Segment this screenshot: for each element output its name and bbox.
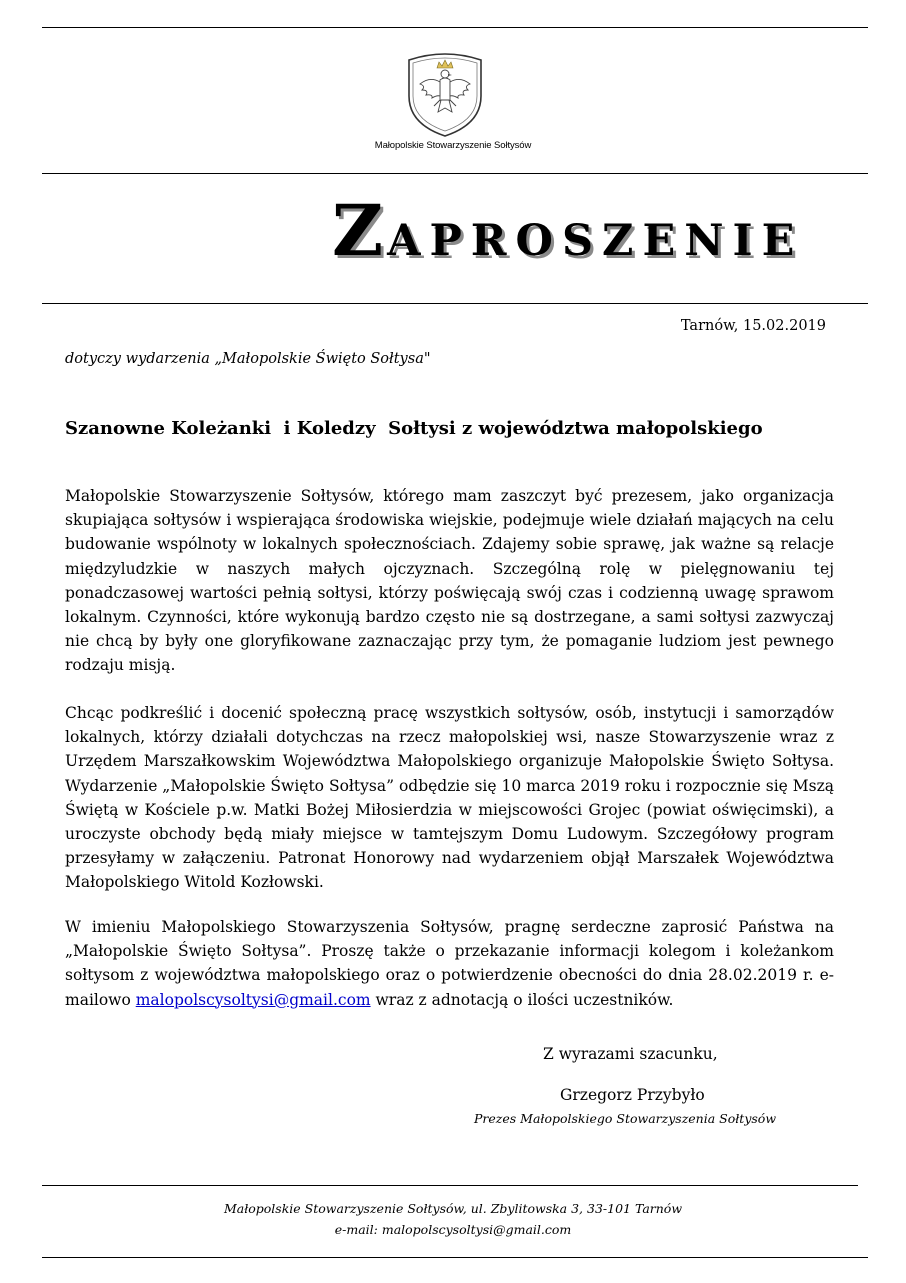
association-logo (402, 50, 488, 138)
bottom-rule (42, 1257, 868, 1258)
title-rest: APROSZENIE (387, 216, 804, 266)
signer-role: Prezes Małopolskiego Stowarzyszenia Sołtysów (474, 1111, 777, 1126)
paragraph-3-text: W imieniu Małopolskiego Stowarzyszenia Sołtysów, pragnę serdeczne zaprosić Państwa na „Małopolskie Święto Sołtysa”. Proszę także o przekazanie informacji kolegom i koleżankom sołtysom z województwa małopolskiego oraz o potwierdzenie obecności do dnia 28.02.2019 r. e-mailowo (65, 918, 834, 1009)
title-rule (42, 303, 868, 304)
logo-caption: Małopolskie Stowarzyszenie Sołtysów (374, 140, 532, 151)
paragraph-2: Chcąc podkreślić i docenić społeczną pracę wszystkich sołtysów, osób, instytucji i samorządów lokalnych, którzy działali dotychczas na rzecz małopolskiej wsi, nasze Stowarzyszenie wraz z Urzędem Marszałkowskim Województwa Małopolskiego organizuje Małopolskie Święto Sołtysa. Wydarzenie „Małopolskie Święto Sołtysa” odbędzie się 10 marca 2019 roku i rozpocznie się Mszą Świętą w Kościele p.w. Matki Bożej Miłosierdzia w miejscowości Grojec (powiat oświęcimski), a uroczyste obchody będą miały miejsce w tamtejszym Domu Ludowym. Szczegółowy program przesyłamy w załączeniu. Patronat Honorowy nad wydarzeniem objął Marszałek Województwa Małopolskiego Witold Kozłowski. (65, 704, 834, 892)
email-link[interactable]: malopolscysoltysi@gmail.com (135, 990, 371, 1009)
header-rule (42, 173, 868, 174)
top-rule (42, 27, 868, 28)
footer-address: Małopolskie Stowarzyszenie Sołtysów, ul. Zbylitowska 3, 33-101 Tarnów (223, 1201, 683, 1216)
document-subject: dotyczy wydarzenia „Małopolskie Święto Sołtysa" (65, 351, 431, 367)
closing: Z wyrazami szacunku, (543, 1045, 718, 1063)
paragraph-3 (65, 915, 834, 1012)
document-date: Tarnów, 15.02.2019 (680, 318, 826, 334)
salutation: Szanowne Koleżanki i Koledzy Sołtysi z województwa małopolskiego (65, 418, 763, 439)
title-initial: Z (332, 189, 388, 272)
footer-email: e-mail: malopolscysoltysi@gmail.com (334, 1222, 572, 1237)
footer-rule (42, 1185, 858, 1186)
paragraph-3-text-end: wraz z adnotacją o ilości uczestników. (370, 990, 674, 1009)
eagle-crest-icon (402, 50, 488, 138)
paragraph-1: Małopolskie Stowarzyszenie Sołtysów, którego mam zaszczyt być prezesem, jako organizacja skupiająca sołtysów i wspierająca środowiska wiejskie, podejmuje wiele działań mających na celu budowanie wspólnoty w lokalnych społecznościach. Zdajemy sobie sprawę, jak ważne są relacje międzyludzkie w naszych małych ojczyznach. Szczególną rolę w pielęgnowaniu tej ponadczasowej wartości pełnią sołtysi, którzy poświęcają swój czas i codzienną uwagę sprawom lokalnym. Czynności, które wykonują bardzo często nie są dostrzegane, a sami sołtysi zazwyczaj nie chcą by były one gloryfikowane zaznaczając przy tym, że pomaganie ludziom jest pewnego rodzaju misją. (65, 487, 834, 675)
signer-name: Grzegorz Przybyło (560, 1086, 705, 1104)
document-title (332, 189, 852, 272)
